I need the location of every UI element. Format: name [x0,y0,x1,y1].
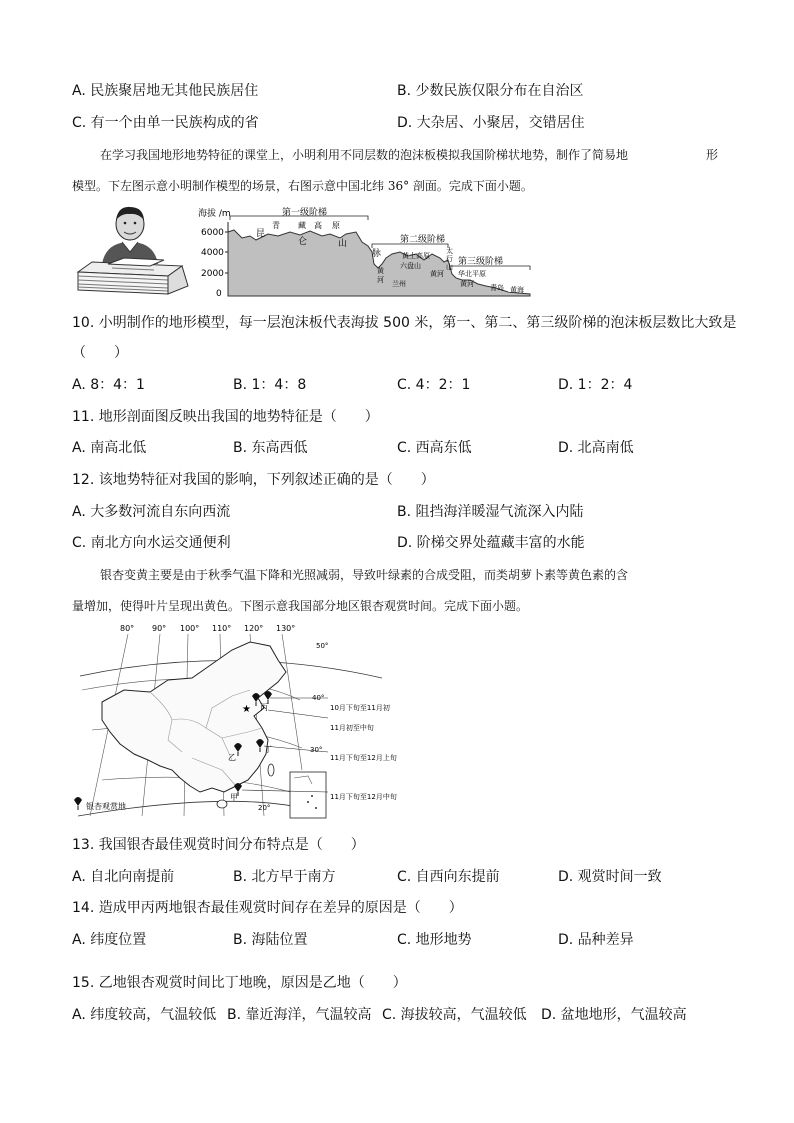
q12-option-c: C. 南北方向水运交通便利 [72,535,231,551]
q12-option-a: A. 大多数河流自东向西流 [72,504,231,520]
tick-0: 0 [216,289,222,299]
lon-100: 100° [180,624,200,633]
capital-star-icon: ★ [242,704,251,715]
q13-option-d: D. 观赏时间一致 [558,869,662,885]
qinghai-char-4: 原 [332,221,340,230]
intro1-line2: 模型。下左图示意小明制作模型的场景，右图示意中国北纬 36° 剖面。完成下面小题。 [72,179,533,193]
tick-4000: 4000 [201,248,224,258]
q11-option-d: D. 北高南低 [558,440,634,456]
q15-option-a: A. 纬度较高，气温较低 [72,1007,217,1023]
q9-option-a: A. 民族聚居地无其他民族居住 [72,83,259,99]
taihang-char-1: 太 [446,247,453,255]
q15-option-d: D. 盆地地形，气温较高 [541,1007,687,1023]
yellow-river-3-label: 黄河 [460,280,474,288]
lon-80: 80° [120,624,135,633]
q13-option-b: B. 北方早于南方 [233,869,336,885]
q9-option-d: D. 大杂居、小聚居，交错居住 [397,115,585,131]
q9-option-b: B. 少数民族仅限分布在自治区 [397,83,584,99]
qinghai-char-2: 藏 [298,221,306,230]
student-photo [72,202,190,298]
q15-option-c: C. 海拔较高，气温较低 [382,1007,527,1023]
yellow-sea-label: 黄海 [510,286,524,294]
qinghai-char-1: 青 [272,221,280,230]
taiwan-island [268,764,274,776]
qingdao-label: 青岛 [490,284,504,292]
time-callout-4: 11月下旬至12月中旬 [330,793,397,801]
terrain-profile-chart [196,202,536,300]
step3-label: 第三级阶梯 [458,257,504,267]
legend-label: 银杏观赏地 [86,802,126,811]
ginkgo-map [72,620,422,820]
loess-label: 黄土高原 [402,252,430,260]
yellow-river-1-char-2: 河 [377,276,384,284]
step2-label: 第二级阶梯 [400,235,446,245]
intro2-line2: 量增加，使得叶片呈现出黄色。下图示意我国部分地区银杏观赏时间。完成下面小题。 [72,599,529,613]
q14-option-a: A. 纬度位置 [72,932,147,948]
q10-option-c: C. 4：2：1 [397,377,471,393]
q10-option-b: B. 1：4：8 [233,377,307,393]
q14-option-b: B. 海陆位置 [233,932,308,948]
tick-6000: 6000 [201,228,224,238]
profile-ylabel: 海拔 /m [198,209,231,219]
north-plain-label: 华北平原 [458,270,486,278]
step1-label: 第一级阶梯 [282,208,328,218]
q10-option-d: D. 1：2：4 [558,377,633,393]
south-china-sea-inset [290,772,326,818]
lon-90: 90° [152,624,167,633]
taihang-char-3: 山 [446,263,453,271]
hainan-island [217,800,227,808]
taihang-char-2: 行 [446,255,453,263]
kunlun-char-1: 昆 [256,229,266,239]
q10-paren: （ ） [72,345,128,361]
q14-option-c: C. 地形地势 [397,932,472,948]
q15-option-b: B. 靠近海洋，气温较高 [227,1007,372,1023]
q9-option-c: C. 有一个由单一民族构成的省 [72,115,259,131]
lat-20: 20° [258,804,271,812]
liupan-label: 六盘山 [400,262,421,270]
time-callout-1: 10月下旬至11月初 [330,704,390,712]
q12-stem: 12. 该地势特征对我国的影响，下列叙述正确的是（ ） [72,472,435,488]
q14-option-d: D. 品种差异 [558,932,634,948]
lat-30: 30° [310,746,323,754]
qinghai-char-3: 高 [314,221,322,230]
china-outline [102,642,286,792]
kunlun-char-4: 脉 [372,249,382,259]
kunlun-char-3: 山 [338,239,348,249]
q11-option-c: C. 西高东低 [397,440,472,456]
lon-130: 130° [276,624,296,633]
q12-option-b: B. 阻挡海洋暖湿气流深入内陆 [397,504,584,520]
yellow-river-1-char-1: 黄 [377,267,384,275]
time-callout-2: 11月初至中旬 [330,724,374,732]
q11-option-a: A. 南高北低 [72,440,147,456]
lat-40: 40° [312,694,325,702]
lon-120: 120° [244,624,264,633]
site-yi: 乙 [228,753,236,762]
kunlun-char-2: 仑 [298,237,308,247]
q13-option-a: A. 自北向南提前 [72,869,175,885]
site-jia: 甲 [230,793,238,802]
q12-option-d: D. 阶梯交界处蕴藏丰富的水能 [397,535,585,551]
q11-stem: 11. 地形剖面图反映出我国的地势特征是（ ） [72,409,379,425]
lon-110: 110° [212,624,232,633]
q14-stem: 14. 造成甲丙两地银杏最佳观赏时间存在差异的原因是（ ） [72,900,463,916]
q15-stem: 15. 乙地银杏观赏时间比丁地晚，原因是乙地（ ） [72,975,407,991]
lat-50: 50° [316,642,329,650]
q10-option-a: A. 8：4：1 [72,377,145,393]
q11-option-b: B. 东高西低 [233,440,308,456]
lanzhou-label: 兰州 [392,280,406,288]
intro1-line1: 在学习我国地形地势特征的课堂上，小明利用不同层数的泡沫板模拟我国阶梯状地势，制作了简易地 [100,148,629,162]
site-bing: 丙 [260,703,268,712]
site-ding: 丁 [264,745,272,754]
q13-option-c: C. 自西向东提前 [397,869,500,885]
legend-ginkgo-icon [74,797,82,810]
time-callout-3: 11月下旬至12月上旬 [330,754,397,762]
yellow-river-2-label: 黄河 [430,270,444,278]
tick-2000: 2000 [201,269,224,279]
intro2-line1: 银杏变黄主要是由于秋季气温下降和光照减弱，导致叶绿素的合成受阻，而类胡萝卜素等黄色素的含 [100,568,629,582]
q13-stem: 13. 我国银杏最佳观赏时间分布特点是（ ） [72,837,365,853]
intro1-line1-end: 形 [706,148,719,162]
q10-stem: 10. 小明制作的地形模型，每一层泡沫板代表海拔 500 米，第一、第二、第三级阶梯的泡沫板层数比大致是 [72,315,737,331]
